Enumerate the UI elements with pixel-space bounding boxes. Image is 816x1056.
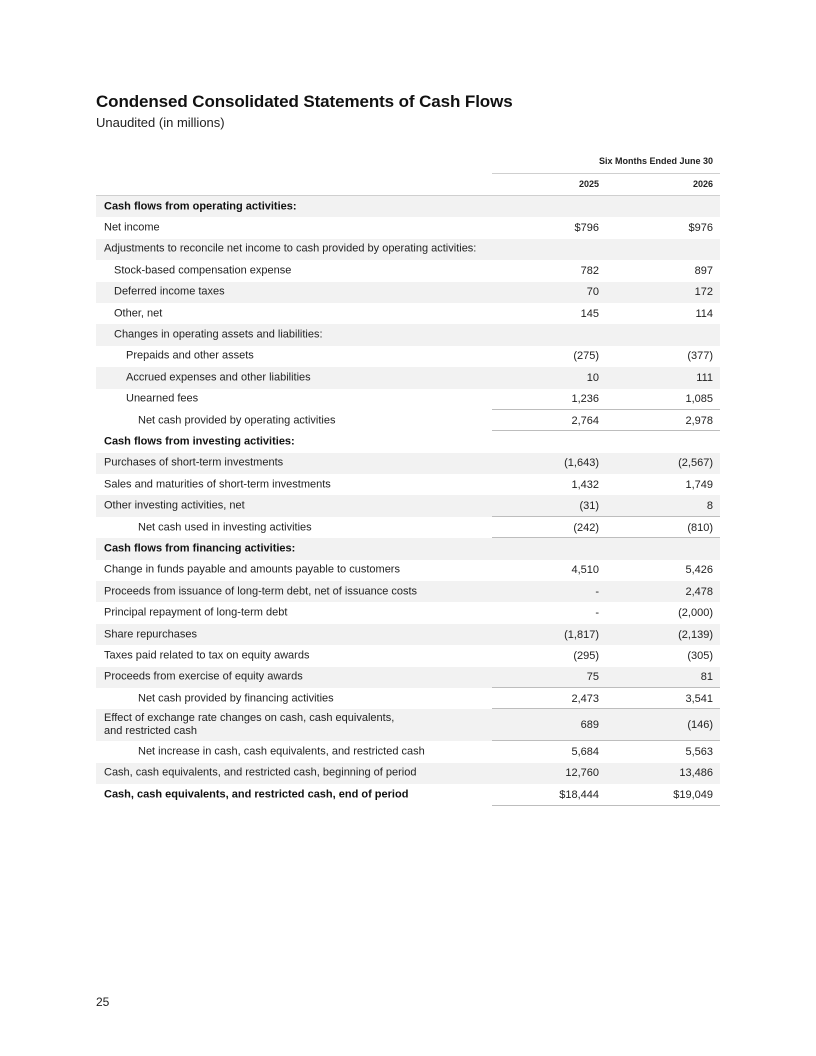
value-2025: $18,444 [559, 788, 599, 801]
period-header: Six Months Ended June 30 [598, 156, 713, 166]
row-label: Cash, cash equivalents, and restricted cash, beginning of period [104, 766, 417, 779]
table-row [96, 495, 720, 516]
table-row [96, 217, 720, 238]
row-label: Cash, cash equivalents, and restricted cash, end of period [104, 788, 409, 801]
table-row [96, 453, 720, 474]
row-label: Sales and maturities of short-term investments [104, 478, 331, 491]
row-label: Net cash provided by operating activities [138, 414, 336, 427]
value-2026: 1,749 [685, 478, 713, 491]
row-label: Deferred income taxes [114, 285, 225, 298]
table-row-subtotal [96, 410, 720, 431]
value-2026: (810) [687, 521, 713, 534]
value-2025: $796 [574, 222, 599, 235]
table-row [96, 346, 720, 367]
column-header-2025: 2025 [578, 179, 599, 189]
table-row [96, 709, 720, 741]
table-row-subtotal [96, 741, 720, 762]
value-2026: 5,563 [685, 746, 713, 759]
value-2025: 75 [586, 671, 599, 684]
value-2026: (305) [687, 649, 713, 662]
value-2025: 70 [586, 286, 599, 299]
value-2025: (242) [573, 521, 599, 534]
value-2026: (2,000) [678, 607, 713, 620]
value-2025: 689 [580, 719, 599, 732]
row-label: Proceeds from exercise of equity awards [104, 670, 303, 683]
page-subtitle: Unaudited (in millions) [96, 115, 225, 130]
row-label: Stock-based compensation expense [114, 264, 292, 277]
row-label: Net cash provided by financing activities [138, 692, 334, 705]
table-row [96, 431, 720, 452]
row-label: Adjustments to reconcile net income to cash provided by operating activities: [104, 242, 477, 255]
row-label: Principal repayment of long-term debt [104, 606, 288, 619]
row-label: Proceeds from issuance of long-term debt, net of issuance costs [104, 585, 418, 598]
row-label: Other, net [114, 307, 163, 320]
row-label: Unearned fees [126, 392, 199, 405]
row-label: Cash flows from operating activities: [104, 200, 297, 213]
page-title: Condensed Consolidated Statements of Cash Flows [96, 92, 513, 111]
value-2025: 2,473 [571, 692, 599, 705]
table-row [96, 196, 720, 217]
row-label: Changes in operating assets and liabilities: [114, 328, 323, 341]
value-2026: 172 [694, 286, 713, 299]
table-row [96, 763, 720, 784]
table-row [96, 389, 720, 410]
value-2026: 3,541 [685, 692, 713, 705]
table-row [96, 324, 720, 345]
value-2026: $976 [688, 222, 713, 235]
value-2026: 8 [706, 500, 713, 513]
row-label: Net income [104, 221, 160, 234]
value-2025: 5,684 [571, 746, 599, 759]
row-label: Purchases of short-term investments [104, 456, 284, 469]
table-row [96, 239, 720, 260]
table-row-subtotal [96, 688, 720, 709]
table-row-subtotal [96, 517, 720, 538]
value-2026: (2,139) [678, 628, 713, 641]
value-2025: (295) [573, 649, 599, 662]
value-2026: $19,049 [673, 788, 713, 801]
value-2026: 13,486 [679, 767, 713, 780]
table-row [96, 303, 720, 324]
row-label: Cash flows from investing activities: [104, 435, 295, 448]
page-number: 25 [96, 995, 110, 1009]
cash-flow-table [96, 195, 720, 806]
table-row [96, 560, 720, 581]
row-label: Prepaids and other assets [126, 349, 254, 362]
table-row [96, 667, 720, 688]
table-row [96, 474, 720, 495]
row-label: Net increase in cash, cash equivalents, and restricted cash [138, 745, 425, 758]
row-label: Cash flows from financing activities: [104, 542, 296, 555]
value-2025: (1,817) [564, 628, 599, 641]
value-2026: 5,426 [685, 564, 713, 577]
value-2026: (146) [687, 719, 713, 732]
value-2026: 114 [695, 307, 713, 320]
value-2025: - [595, 585, 599, 598]
value-2025: 1,236 [571, 393, 599, 406]
value-2026: 2,478 [685, 585, 713, 598]
value-2025: - [595, 607, 599, 620]
value-2025: 1,432 [571, 478, 599, 491]
table-row [96, 367, 720, 388]
table-row-total [96, 784, 720, 805]
value-2026: 1,085 [685, 393, 713, 406]
value-2025: 2,764 [571, 414, 599, 427]
row-label: Taxes paid related to tax on equity awards [104, 649, 310, 662]
value-2026: 897 [694, 264, 713, 277]
value-2026: 81 [700, 671, 713, 684]
row-label: Change in funds payable and amounts payable to customers [104, 563, 400, 576]
value-2026: 111 [696, 371, 713, 384]
row-label: Net cash used in investing activities [138, 521, 312, 534]
value-2025: 12,760 [565, 767, 599, 780]
table-row [96, 645, 720, 666]
value-2026: (2,567) [678, 457, 713, 470]
row-label: Share repurchases [104, 628, 197, 640]
header-divider [492, 173, 720, 174]
table-row [96, 624, 720, 645]
value-2026: (377) [687, 350, 713, 363]
table-row [96, 260, 720, 281]
value-2025: 782 [580, 264, 599, 277]
value-2025: 4,510 [571, 564, 599, 577]
column-header-2026: 2026 [692, 179, 713, 189]
value-2026: 2,978 [685, 414, 713, 427]
table-row [96, 581, 720, 602]
table-row [96, 602, 720, 623]
value-2025: (31) [579, 500, 599, 513]
value-2025: (1,643) [564, 457, 599, 470]
value-2025: 10 [586, 371, 599, 384]
table-row [96, 538, 720, 559]
row-label: Other investing activities, net [104, 499, 245, 512]
value-2025: (275) [573, 350, 599, 363]
table-row [96, 282, 720, 303]
row-label: Effect of exchange rate changes on cash, cash equivalents, and restricted cash [104, 712, 395, 738]
value-2025: 145 [580, 307, 599, 320]
row-label: Accrued expenses and other liabilities [126, 371, 311, 384]
